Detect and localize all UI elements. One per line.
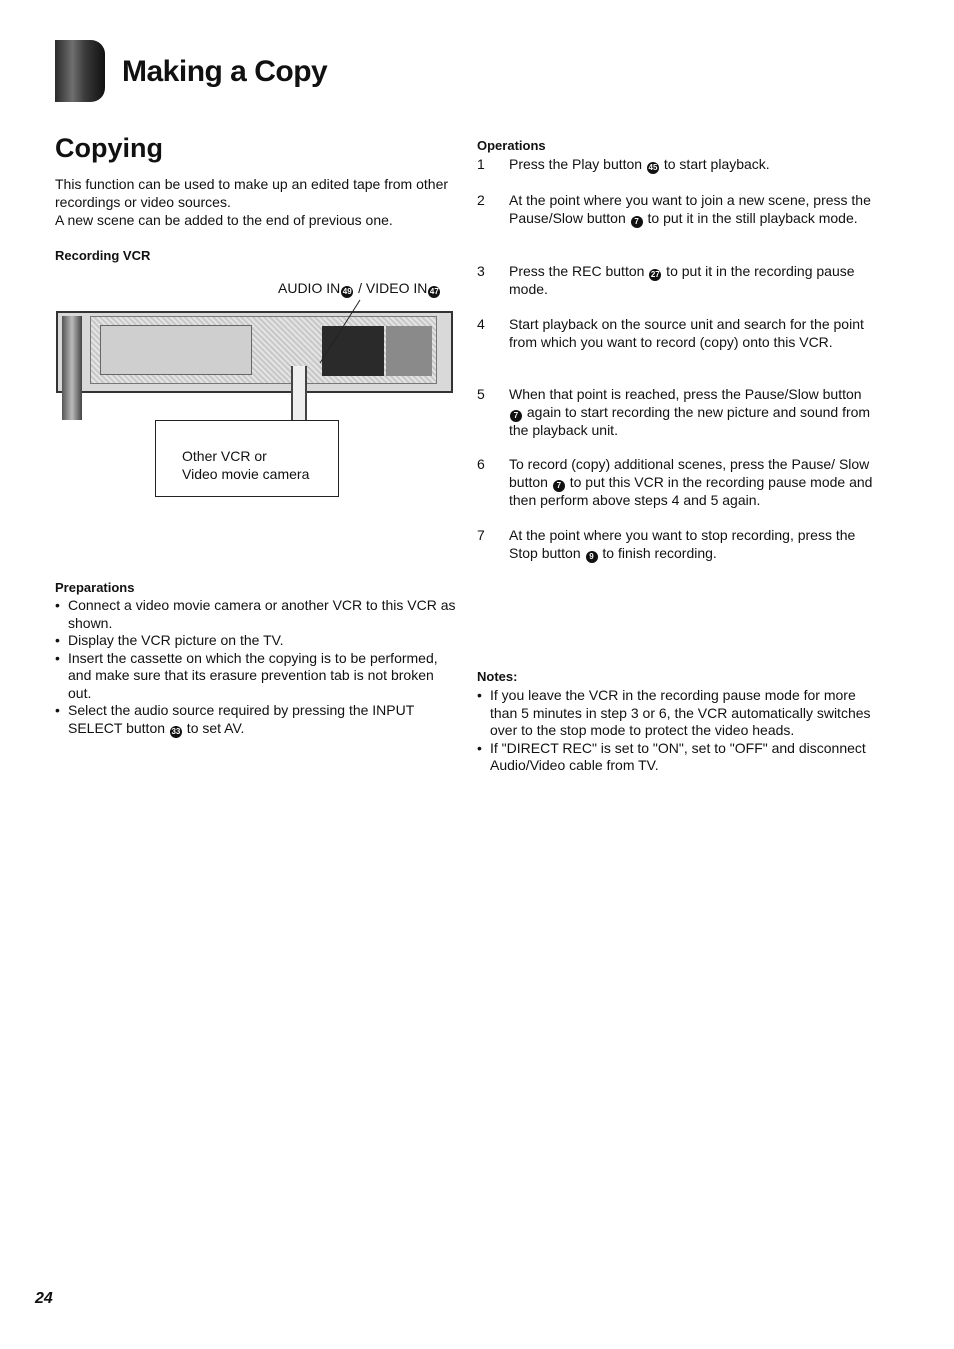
vcr-cable-left <box>62 316 82 420</box>
intro-line-2: A new scene can be added to the end of previous one. <box>55 212 393 228</box>
preparation-item-text: Select the audio source required by pressing the INPUT SELECT button <box>68 702 415 736</box>
section-title: Copying <box>55 133 163 163</box>
step-text: Press the Play button 45 to start playback. <box>509 156 770 172</box>
page-number: 24 <box>35 1290 53 1307</box>
notes-title: Notes: <box>477 669 518 684</box>
operation-step <box>477 386 877 441</box>
operation-step <box>477 263 877 301</box>
note-item: • If "DIRECT REC" is set to "ON", set to "OFF" and disconnect Audio/Video cable from TV. <box>477 740 877 775</box>
step-text: At the point where you want to stop recording, press the Stop button 9 to finish recording. <box>509 527 856 561</box>
step-text: When that point is reached, press the Pause/Slow button 7 again to start recording the new picture and sound from the playback unit. <box>509 386 871 438</box>
button-number: 27 <box>650 270 660 279</box>
preparation-item: • Display the VCR picture on the TV. <box>55 632 460 650</box>
step-number: 7 <box>477 527 485 543</box>
vcr-right-panel <box>386 326 432 376</box>
step-number: 6 <box>477 456 485 472</box>
step-number: 3 <box>477 263 485 279</box>
step-text: At the point where you want to join a new scene, press the Pause/Slow button 7 to put it in the still playback mode. <box>509 192 871 226</box>
note-item: • If you leave the VCR in the recording pause mode for more than 5 minutes in step 3 or 6, the VCR automatically switches over to the stop mode to protect the video heads. <box>477 687 877 740</box>
device-line-2: Video movie camera <box>182 466 310 482</box>
step-text: Press the REC button 27 to put it in the recording pause mode. <box>509 263 855 297</box>
preparation-item <box>55 702 460 738</box>
step-text: Start playback on the source unit and search for the point from which you want to record (copy) onto this VCR. <box>509 316 864 350</box>
button-number: 7 <box>631 216 643 228</box>
preparation-item-tail: to set AV. <box>182 719 245 736</box>
operation-step <box>477 192 877 247</box>
button-number: 7 <box>553 480 565 492</box>
preparation-item: • Connect a video movie camera or another VCR to this VCR as shown. <box>55 597 460 632</box>
step-number: 4 <box>477 316 485 332</box>
audio-in-number: 49 <box>342 287 352 296</box>
device-line-1: Other VCR or <box>182 448 267 464</box>
notes-list <box>477 687 877 775</box>
intro-text <box>55 175 465 229</box>
intro-line-1: This function can be used to make up an edited tape from other recordings or video sources. <box>55 176 449 210</box>
operation-step <box>477 156 877 176</box>
vcr-cassette-slot <box>100 325 252 375</box>
operation-step <box>477 456 877 511</box>
preparation-item: • Insert the cassette on which the copying is to be performed, and make sure that its erasure prevention tab is not broken out. <box>55 650 460 703</box>
video-in-number: 47 <box>429 287 439 296</box>
preparations-title: Preparations <box>55 580 135 595</box>
recording-vcr-label: Recording VCR <box>55 248 151 263</box>
video-in-label: VIDEO IN <box>365 280 428 296</box>
button-number: 45 <box>648 163 658 172</box>
label-separator: / <box>354 280 366 296</box>
chapter-title: Making a Copy <box>122 55 328 88</box>
operation-step <box>477 316 877 371</box>
step-text: To record (copy) additional scenes, press the Pause/ Slow button 7 to put this VCR in the recording pause mode and then perform above steps 4 and 5 again. <box>509 456 873 508</box>
step-number: 1 <box>477 156 485 172</box>
source-device-label <box>182 447 309 483</box>
input-select-number: 33 <box>171 726 181 736</box>
operation-step <box>477 527 877 565</box>
chapter-marker <box>55 40 105 102</box>
button-number: 7 <box>510 410 522 422</box>
audio-in-label: AUDIO IN <box>278 280 341 296</box>
button-number: 9 <box>586 551 598 563</box>
step-number: 5 <box>477 386 485 402</box>
operations-title: Operations <box>477 138 546 153</box>
preparations-list <box>55 597 460 738</box>
input-label <box>278 280 441 298</box>
step-number: 2 <box>477 192 485 208</box>
pointer-line <box>300 298 380 378</box>
